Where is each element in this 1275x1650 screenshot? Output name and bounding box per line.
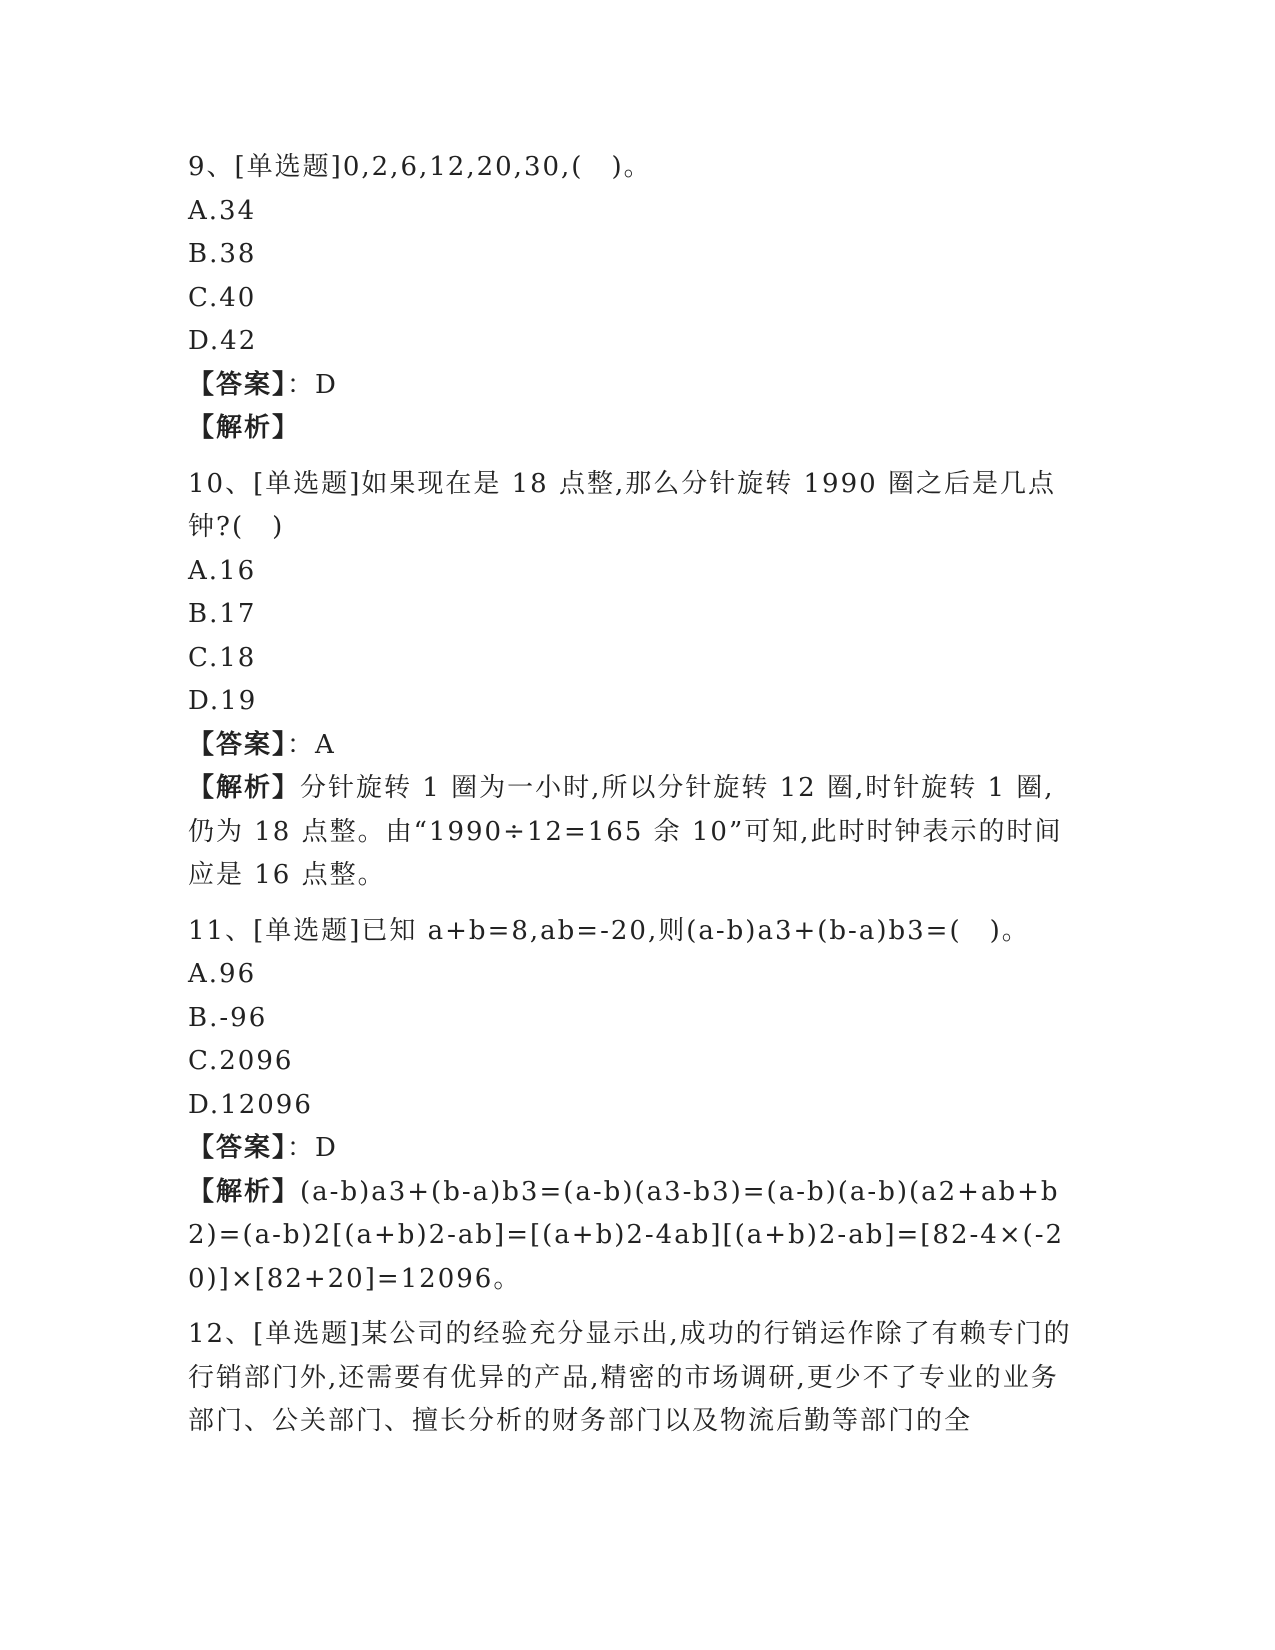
answer-label: 【答案】 <box>188 369 288 400</box>
answer-line <box>188 724 1078 768</box>
analysis-line <box>188 407 1078 451</box>
option-b: B.38 <box>188 239 257 269</box>
option-d: D.42 <box>188 326 258 356</box>
answer-value: A <box>315 729 336 760</box>
option-c: C.18 <box>188 642 257 673</box>
option-a: A.96 <box>188 959 257 989</box>
question-title: 10、[单选题]如果现在是 18 点整,那么分针旋转 1990 圈之后是几点钟?( ) <box>188 468 1056 542</box>
option-a: A.16 <box>188 555 257 586</box>
question-title: 11、[单选题]已知 a+b=8,ab=-20,则(a-b)a3+(b-a)b3=( )。 <box>188 915 1030 946</box>
answer-line <box>188 1127 1078 1171</box>
question-9 <box>188 146 1078 451</box>
option-d: D.19 <box>188 686 258 716</box>
analysis-text: 分针旋转 1 圈为一小时,所以分针旋转 12 圈,时针旋转 1 圈,仍为 18 点整。由“1990÷12=165 余 10”可知,此时时钟表示的时间应是 16 点整。 <box>188 773 1063 890</box>
question-title: 12、[单选题]某公司的经验充分显示出,成功的行销运作除了有赖专门的行销部门外,还需要有优异的产品,精密的市场调研,更少不了专业的业务部门、公关部门、擅长分析的财务部门以及物流后勤等部门的全 <box>188 1319 1072 1436</box>
answer-label: 【答案】 <box>188 1133 288 1163</box>
answer-value: D <box>315 1133 338 1163</box>
option-a: A.34 <box>188 195 257 226</box>
answer-value: D <box>315 369 338 400</box>
answer-separator: ： <box>287 369 316 400</box>
analysis-line <box>188 767 1078 898</box>
analysis-label: 【解析】 <box>188 413 301 443</box>
option-b: B.17 <box>188 599 257 629</box>
question-11 <box>188 910 1078 1302</box>
answer-separator: ： <box>287 729 316 760</box>
analysis-label: 【解析】 <box>188 773 301 803</box>
option-b: B.-96 <box>188 1002 268 1033</box>
option-c: C.40 <box>188 282 257 313</box>
option-d: D.12096 <box>188 1089 313 1120</box>
answer-separator: ： <box>287 1133 316 1163</box>
question-title: 9、[单选题]0,2,6,12,20,30,( )。 <box>188 152 652 182</box>
question-list <box>188 146 1078 1456</box>
question-10 <box>188 463 1078 898</box>
analysis-label: 【解析】 <box>188 1176 301 1207</box>
analysis-text: (a-b)a3+(b-a)b3=(a-b)(a3-b3)=(a-b)(a-b)(a2+ab+b2)=(a-b)2[(a+b)2-ab]=[(a+b)2-4ab][(a+b)2-ab]=[82-4×(-20)]×[82+20]=12096。 <box>188 1176 1065 1294</box>
question-12 <box>188 1313 1078 1444</box>
analysis-line <box>188 1171 1078 1302</box>
answer-label: 【答案】 <box>188 729 288 760</box>
answer-line <box>188 364 1078 408</box>
option-c: C.2096 <box>188 1046 294 1076</box>
